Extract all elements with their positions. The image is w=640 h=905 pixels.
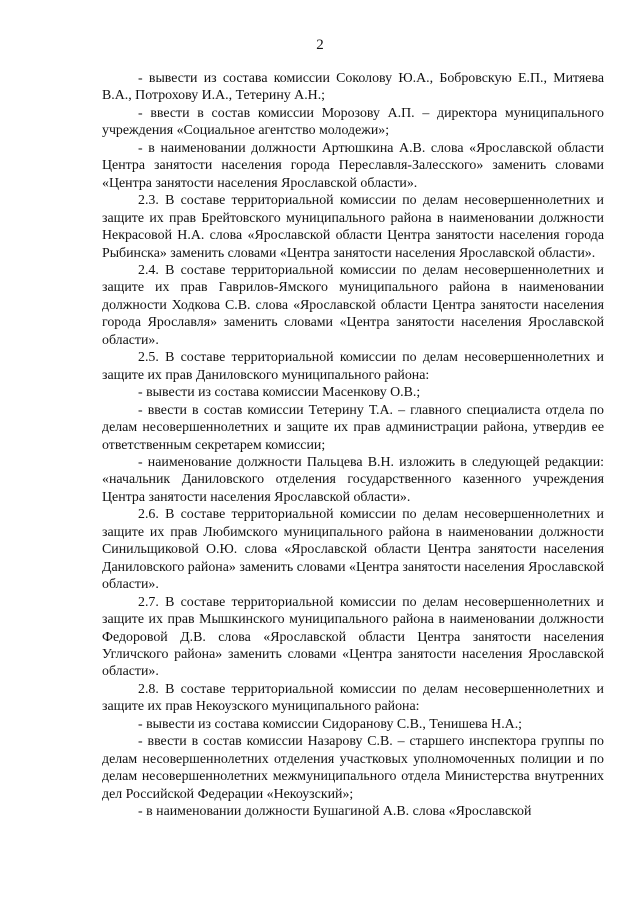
paragraph-2-8: 2.8. В составе территориальной комиссии по делам несовершеннолетних и защите их прав Некоузского муниципального района: <box>102 681 604 715</box>
paragraph-artyushkin-title: - в наименовании должности Артюшкина А.В. слова «Ярославской области Центра занятости населения города Переславля-Залесского» заменить словами «Центра занятости населения Ярославской области». <box>102 140 604 191</box>
document-body <box>102 70 604 820</box>
paragraph-2-7: 2.7. В составе территориальной комиссии по делам несовершеннолетних и защите их прав Мышкинского муниципального района в наименовании должности Федоровой Д.В. слова «Ярославской области Центра занятости населения Угличского района» заменить словами «Центра занятости населения Ярославской области». <box>102 594 604 680</box>
paragraph-2-8-bushagina: - в наименовании должности Бушагиной А.В. слова «Ярославской <box>138 804 532 820</box>
paragraph-add-morozova: - ввести в состав комиссии Морозову А.П. – директора муниципального учреждения «Социальное агентство молодежи»; <box>102 105 604 139</box>
paragraph-2-5-add: - ввести в состав комиссии Тетерину Т.А. – главного специалиста отдела по делам несовершеннолетних и защите их прав администрации района, утвердив ее ответственным секретарем комиссии; <box>102 402 604 453</box>
paragraph-2-4: 2.4. В составе территориальной комиссии по делам несовершеннолетних и защите их прав Гаврилов-Ямского муниципального района в наименовании должности Ходкова С.В. слова «Ярославской области Центра занятости населения города Ярославля» заменить словами «Центра занятости населения Ярославской области». <box>102 262 604 348</box>
paragraph-2-5: 2.5. В составе территориальной комиссии по делам несовершеннолетних и защите их прав Даниловского муниципального района: <box>102 350 604 383</box>
paragraph-2-5-rename: - наименование должности Пальцева В.Н. изложить в следующей редакции: «начальник Даниловского отделения государственного казенного учреждения Центра занятости населения Ярославской области». <box>102 454 604 505</box>
paragraph-2-3: 2.3. В составе территориальной комиссии по делам несовершеннолетних и защите их прав Брейтовского муниципального района в наименовании должности Некрасовой Н.А. слова «Ярославской области Центра занятости населения города Рыбинска» заменить словами «Центра занятости населения Ярославской области». <box>102 193 604 261</box>
paragraph-2-5-remove: - вывести из состава комиссии Масенкову О.В.; <box>138 385 421 401</box>
paragraph-remove-members: - вывести из состава комиссии Соколову Ю.А., Бобровскую Е.П., Митяева В.А., Потрохову И.А., Тетерину А.Н.; <box>102 71 604 104</box>
paragraph-2-8-add: - ввести в состав комиссии Назарову С.В. – старшего инспектора группы по делам несовершеннолетних отделения участковых уполномоченных полиции и по делам несовершеннолетних межмуниципального отдела Министерства внутренних дел Российской Федерации «Некоузский»; <box>102 734 604 802</box>
paragraph-2-8-remove: - вывести из состава комиссии Сидоранову С.В., Тенишева Н.А.; <box>138 716 523 732</box>
paragraph-2-6: 2.6. В составе территориальной комиссии по делам несовершеннолетних и защите их прав Любимского муниципального района в наименовании должности Синильщиковой О.Ю. слова «Ярославской области Центра занятости населения Даниловского района» заменить словами «Центра занятости населения Ярославской области». <box>102 507 604 593</box>
page-number: 2 <box>316 37 324 53</box>
